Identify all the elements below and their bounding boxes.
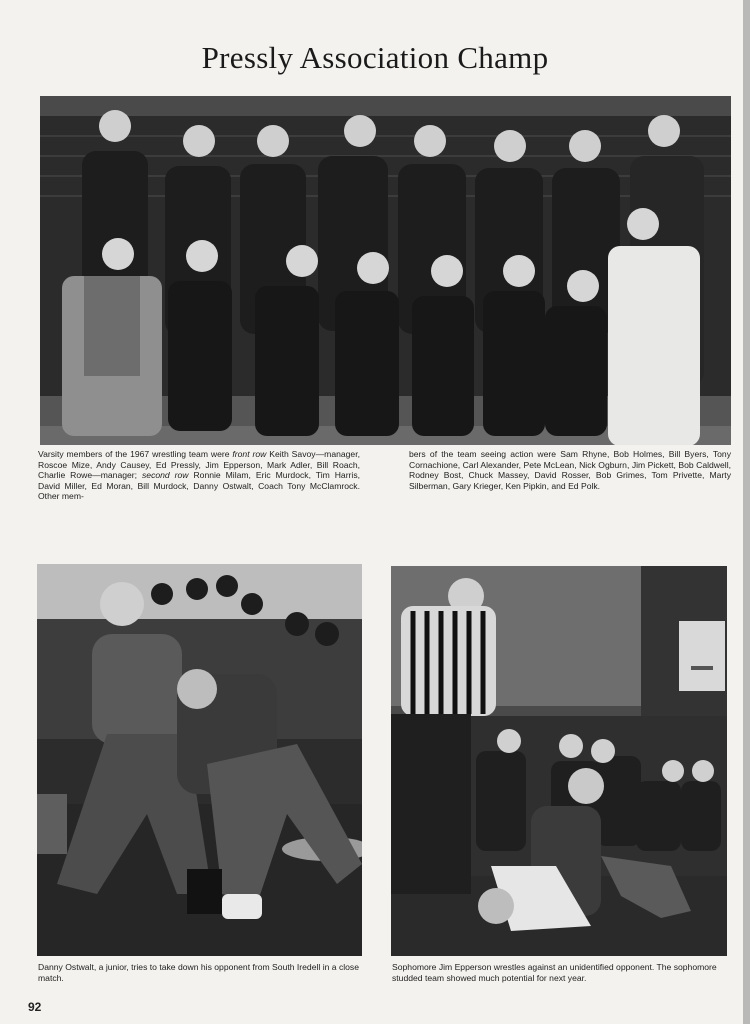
match-caption-right: Sophomore Jim Epperson wrestles against an unidentified opponent. The sophomore studded team showed much potential for next year. (392, 962, 717, 983)
match-caption-left: Danny Ostwalt, a junior, tries to take down his opponent from South Iredell in a close match. (38, 962, 360, 983)
team-caption-right: bers of the team seeing action were Sam Rhyne, Bob Holmes, Bill Byers, Tony Cornachione, Carl Alexander, Pete McLean, Nick Ogburn, Jim Pickett, Bob Caldwell, Rodney Bost, Chuck Massey, David Rosser, Bob Grimes, Tom Privette, Marty Silberman, Gary Krieger, Ken Pipkin, and Ed Polk. (409, 449, 731, 491)
match-photo-right (391, 566, 727, 956)
team-caption-left: Varsity members of the 1967 wrestling team were front row Keith Savoy—manager, Roscoe Mize, Andy Causey, Ed Pressly, Jim Epperson, Mark Adler, Bill Roach, Charlie Rowe—manager; second row Ronnie Milam, Eric Murdock, Tim Harris, David Miller, Ed Moran, Bill Murdock, Danny Ostwalt, Coach Tony McClamrock. Other mem- (38, 449, 361, 502)
team-photo (40, 96, 731, 445)
match-photo-left (37, 564, 362, 956)
page-number: 92 (28, 1000, 42, 1014)
page-edge-shadow (743, 0, 750, 1024)
page-title: Pressly Association Champ (201, 40, 549, 75)
